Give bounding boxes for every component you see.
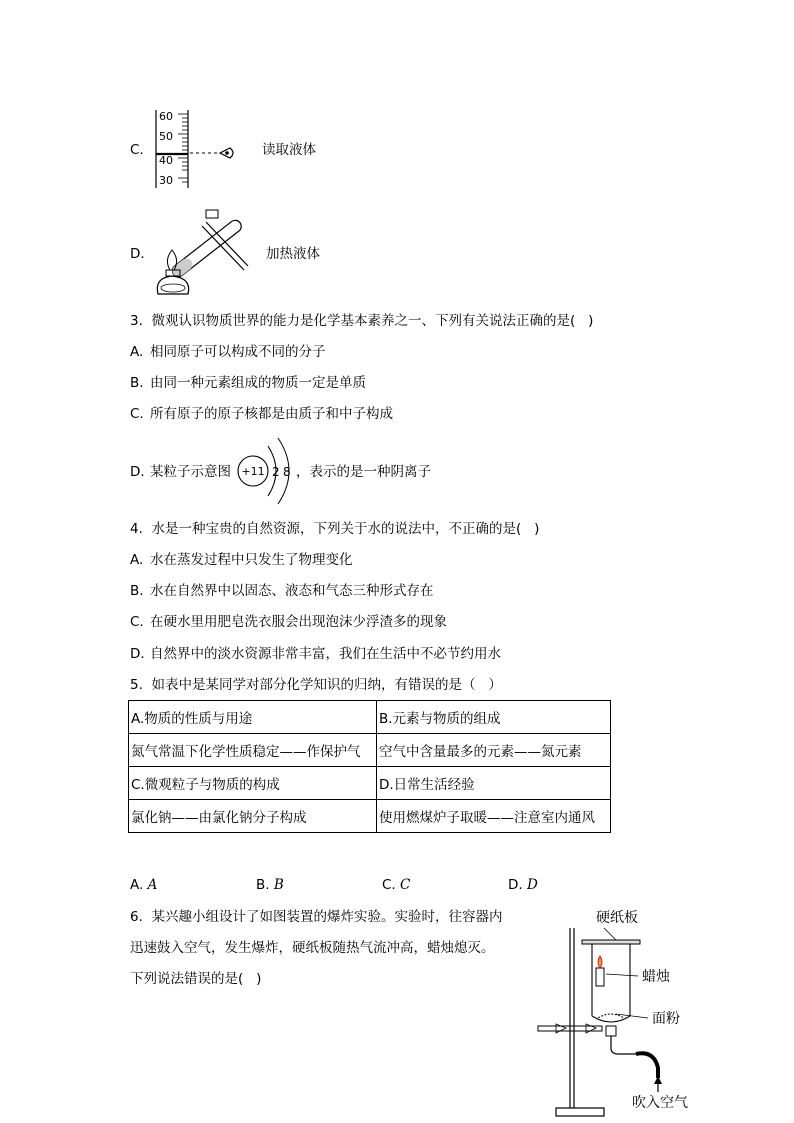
q5-choice-a-value: A — [147, 877, 158, 893]
q4-option-a-letter: A. — [130, 552, 144, 568]
q5-choice-a-letter: A. — [130, 877, 144, 893]
label-blow-air: 吹入空气 — [632, 1095, 688, 1111]
q4-option-d — [130, 645, 501, 663]
q5-choice-b-letter: B. — [256, 877, 270, 893]
scale-label-30: 30 — [159, 174, 173, 187]
table-cell: D.日常生活经验 — [377, 767, 611, 800]
q3-option-c-letter: C. — [130, 406, 144, 422]
q3-option-a — [130, 343, 326, 361]
q4-option-b-letter: B. — [130, 583, 144, 599]
eye-icon — [220, 148, 233, 158]
q5-choice-d-letter: D. — [508, 877, 523, 893]
q4-option-c-letter: C. — [130, 614, 144, 630]
option-d-caption: 加热液体 — [266, 246, 320, 262]
q5-choice-a — [130, 877, 157, 893]
q5-choice-b — [256, 877, 284, 893]
q3-option-b — [130, 374, 366, 392]
label-candle: 蜡烛 — [642, 969, 670, 985]
q3-stem: 3. 微观认识物质世界的能力是化学基本素养之一、下列有关说法正确的是( ) — [130, 313, 594, 329]
option-c-letter: C. — [130, 142, 144, 158]
q3-option-d-text-after: ，表示的是一种阴离子 — [296, 464, 431, 480]
q5-knowledge-table — [128, 700, 611, 833]
q5-choice-d — [508, 877, 538, 893]
scale-label-60: 60 — [159, 110, 173, 123]
shell-2-electrons: 8 — [283, 465, 291, 479]
q4-option-b — [130, 582, 434, 600]
scale-label-40: 40 — [159, 154, 173, 167]
q3-option-b-letter: B. — [130, 375, 144, 391]
table-row — [129, 800, 611, 833]
shell-1-electrons: 2 — [272, 465, 280, 479]
table-cell: 氮气常温下化学性质稳定——作保护气 — [129, 734, 377, 767]
table-row — [129, 767, 611, 800]
q3-option-a-text: 相同原子可以构成不同的分子 — [150, 344, 326, 360]
label-flour: 面粉 — [652, 1011, 680, 1027]
q4-option-c — [130, 613, 447, 631]
atom-structure-diagram — [234, 434, 296, 508]
q6-stem-line-3: 下列说法错误的是( ) — [130, 971, 262, 987]
scale-label-50: 50 — [159, 130, 173, 143]
option-c-caption: 读取液体 — [262, 142, 316, 158]
q3-option-d-text-before: 某粒子示意图 — [150, 464, 231, 480]
q5-choice-c-letter: C. — [382, 877, 396, 893]
q6-stem-line-2: 迅速鼓入空气，发生爆炸，硬纸板随热气流冲高，蜡烛熄灭。 — [130, 940, 495, 956]
graduated-cylinder-figure — [150, 106, 240, 190]
option-d-letter: D. — [130, 246, 145, 262]
q3-option-a-letter: A. — [130, 344, 144, 360]
table-cell: 氯化钠——由氯化钠分子构成 — [129, 800, 377, 833]
q3-option-c — [130, 405, 393, 423]
q3-option-c-text: 所有原子的原子核都是由质子和中子构成 — [150, 406, 393, 422]
q4-option-a — [130, 551, 353, 569]
table-cell: B.元素与物质的组成 — [377, 701, 611, 734]
q5-choice-b-value: B — [273, 877, 284, 893]
table-row — [129, 734, 611, 767]
q5-stem: 5. 如表中是某同学对部分化学知识的归纳，有错误的是（ ） — [130, 677, 502, 693]
q5-choice-d-value: D — [526, 877, 538, 893]
q3-option-b-text: 由同一种元素组成的物质一定是单质 — [150, 375, 366, 391]
q5-choice-c — [382, 877, 410, 893]
q4-stem: 4. 水是一种宝贵的自然资源，下列关于水的说法中，不正确的是( ) — [130, 521, 540, 537]
q4-option-a-text: 水在蒸发过程中只发生了物理变化 — [150, 552, 353, 568]
q4-option-d-letter: D. — [130, 646, 145, 662]
table-row — [129, 701, 611, 734]
q6-stem-line-1: 6. 某兴趣小组设计了如图装置的爆炸实验。实验时，往容器内 — [130, 909, 503, 925]
q3-option-d-letter: D. — [130, 464, 145, 480]
q3-option-d — [130, 463, 231, 481]
table-cell: A.物质的性质与用途 — [129, 701, 377, 734]
table-cell: 使用燃煤炉子取暖——注意室内通风 — [377, 800, 611, 833]
q5-choice-c-value: C — [400, 877, 411, 893]
table-cell: 空气中含量最多的元素——氮元素 — [377, 734, 611, 767]
q4-option-b-text: 水在自然界中以固态、液态和气态三种形式存在 — [150, 583, 434, 599]
table-cell: C.微观粒子与物质的构成 — [129, 767, 377, 800]
label-cardboard: 硬纸板 — [596, 910, 638, 926]
dust-explosion-apparatus-figure — [526, 902, 702, 1120]
q4-option-c-text: 在硬水里用肥皂洗衣服会出现泡沫少浮渣多的现象 — [150, 614, 447, 630]
nucleus-charge: +11 — [241, 465, 265, 478]
q4-option-d-text: 自然界中的淡水资源非常丰富，我们在生活中不必节约用水 — [150, 646, 501, 662]
heating-liquid-figure — [150, 206, 250, 298]
